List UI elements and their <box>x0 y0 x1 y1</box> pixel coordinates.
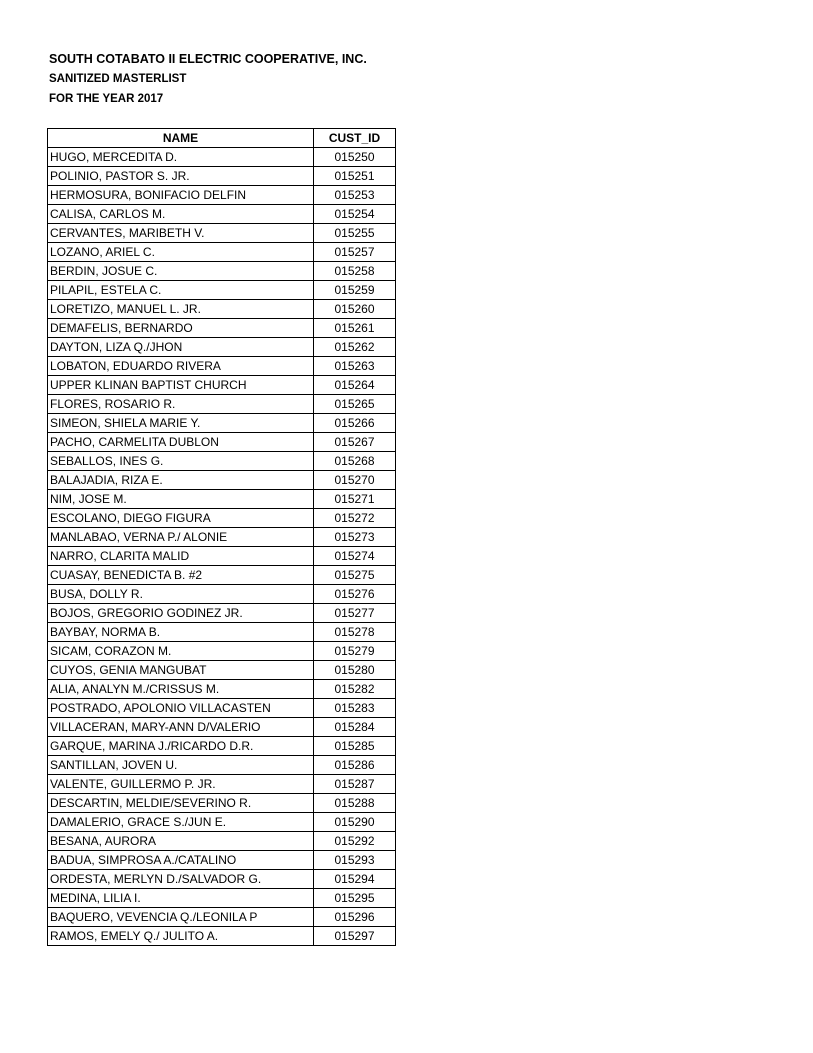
customer-id-cell: 015272 <box>314 509 396 528</box>
customer-name-cell: LOZANO, ARIEL C. <box>48 243 314 262</box>
customer-id-cell: 015285 <box>314 737 396 756</box>
customer-id-cell: 015282 <box>314 680 396 699</box>
customer-id-cell: 015284 <box>314 718 396 737</box>
customer-name-cell: CUYOS, GENIA MANGUBAT <box>48 661 314 680</box>
customer-id-cell: 015268 <box>314 452 396 471</box>
table-row <box>48 718 396 737</box>
table-row <box>48 376 396 395</box>
table-row <box>48 851 396 870</box>
table-row <box>48 243 396 262</box>
year-line: FOR THE YEAR 2017 <box>49 93 164 105</box>
customer-name-cell: NARRO, CLARITA MALID <box>48 547 314 566</box>
customer-name-cell: RAMOS, EMELY Q./ JULITO A. <box>48 927 314 946</box>
table-row <box>48 775 396 794</box>
customer-id-cell: 015279 <box>314 642 396 661</box>
customer-name-cell: ORDESTA, MERLYN D./SALVADOR G. <box>48 870 314 889</box>
table-row <box>48 167 396 186</box>
customer-id-cell: 015296 <box>314 908 396 927</box>
customer-name-cell: CALISA, CARLOS M. <box>48 205 314 224</box>
document-header <box>49 50 367 110</box>
table-row <box>48 452 396 471</box>
customer-id-cell: 015250 <box>314 148 396 167</box>
customer-id-cell: 015275 <box>314 566 396 585</box>
table-row <box>48 205 396 224</box>
document-subtitle: SANITIZED MASTERLIST <box>49 73 187 85</box>
customer-id-cell: 015260 <box>314 300 396 319</box>
customer-name-cell: MANLABAO, VERNA P./ ALONIE <box>48 528 314 547</box>
table-row <box>48 642 396 661</box>
table-row <box>48 281 396 300</box>
table-row <box>48 148 396 167</box>
table-row <box>48 414 396 433</box>
customer-name-cell: SANTILLAN, JOVEN U. <box>48 756 314 775</box>
customer-id-cell: 015263 <box>314 357 396 376</box>
table-row <box>48 509 396 528</box>
customer-name-cell: DAYTON, LIZA Q./JHON <box>48 338 314 357</box>
customer-id-cell: 015261 <box>314 319 396 338</box>
customer-name-cell: HUGO, MERCEDITA D. <box>48 148 314 167</box>
table-row <box>48 794 396 813</box>
customer-id-cell: 015254 <box>314 205 396 224</box>
customer-name-cell: POLINIO, PASTOR S. JR. <box>48 167 314 186</box>
customer-name-cell: DEMAFELIS, BERNARDO <box>48 319 314 338</box>
table-row <box>48 547 396 566</box>
customer-name-cell: DAMALERIO, GRACE S./JUN E. <box>48 813 314 832</box>
customer-name-cell: VALENTE, GUILLERMO P. JR. <box>48 775 314 794</box>
customer-name-cell: DESCARTIN, MELDIE/SEVERINO R. <box>48 794 314 813</box>
customer-id-cell: 015259 <box>314 281 396 300</box>
customer-name-cell: BERDIN, JOSUE C. <box>48 262 314 281</box>
customer-id-cell: 015262 <box>314 338 396 357</box>
customer-id-cell: 015292 <box>314 832 396 851</box>
customer-name-cell: LORETIZO, MANUEL L. JR. <box>48 300 314 319</box>
customer-id-cell: 015253 <box>314 186 396 205</box>
customer-id-cell: 015255 <box>314 224 396 243</box>
customer-id-cell: 015264 <box>314 376 396 395</box>
table-row <box>48 433 396 452</box>
customer-id-cell: 015280 <box>314 661 396 680</box>
customer-name-cell: POSTRADO, APOLONIO VILLACASTEN <box>48 699 314 718</box>
company-title: SOUTH COTABATO II ELECTRIC COOPERATIVE, INC. <box>49 52 367 66</box>
customer-id-cell: 015274 <box>314 547 396 566</box>
customer-name-cell: FLORES, ROSARIO R. <box>48 395 314 414</box>
table-row <box>48 490 396 509</box>
customer-name-cell: MEDINA, LILIA I. <box>48 889 314 908</box>
customer-name-cell: VILLACERAN, MARY-ANN D/VALERIO <box>48 718 314 737</box>
table-row <box>48 870 396 889</box>
customer-name-cell: PILAPIL, ESTELA C. <box>48 281 314 300</box>
customer-id-cell: 015266 <box>314 414 396 433</box>
customer-name-cell: ALIA, ANALYN M./CRISSUS M. <box>48 680 314 699</box>
table-row <box>48 604 396 623</box>
customer-name-cell: PACHO, CARMELITA DUBLON <box>48 433 314 452</box>
customer-name-cell: UPPER KLINAN BAPTIST CHURCH <box>48 376 314 395</box>
customer-id-cell: 015288 <box>314 794 396 813</box>
customer-id-cell: 015271 <box>314 490 396 509</box>
customer-name-cell: SIMEON, SHIELA MARIE Y. <box>48 414 314 433</box>
customer-id-cell: 015295 <box>314 889 396 908</box>
table-row <box>48 224 396 243</box>
table-row <box>48 186 396 205</box>
table-row <box>48 813 396 832</box>
table-row <box>48 471 396 490</box>
table-row <box>48 585 396 604</box>
customer-name-cell: BALAJADIA, RIZA E. <box>48 471 314 490</box>
customer-name-cell: BESANA, AURORA <box>48 832 314 851</box>
customer-id-cell: 015283 <box>314 699 396 718</box>
customer-id-cell: 015265 <box>314 395 396 414</box>
customer-name-cell: BAQUERO, VEVENCIA Q./LEONILA P <box>48 908 314 927</box>
table-row <box>48 528 396 547</box>
customer-id-cell: 015270 <box>314 471 396 490</box>
customer-name-cell: CUASAY, BENEDICTA B. #2 <box>48 566 314 585</box>
customer-id-cell: 015294 <box>314 870 396 889</box>
customer-id-cell: 015276 <box>314 585 396 604</box>
table-row <box>48 623 396 642</box>
customer-id-cell: 015277 <box>314 604 396 623</box>
customer-id-cell: 015287 <box>314 775 396 794</box>
table-row <box>48 889 396 908</box>
table-row <box>48 566 396 585</box>
customer-id-cell: 015273 <box>314 528 396 547</box>
customer-name-cell: LOBATON, EDUARDO RIVERA <box>48 357 314 376</box>
customer-name-cell: SICAM, CORAZON M. <box>48 642 314 661</box>
customer-id-cell: 015293 <box>314 851 396 870</box>
customer-id-cell: 015297 <box>314 927 396 946</box>
table-row <box>48 680 396 699</box>
table-row <box>48 357 396 376</box>
customer-id-cell: 015258 <box>314 262 396 281</box>
customer-name-cell: HERMOSURA, BONIFACIO DELFIN <box>48 186 314 205</box>
table-row <box>48 927 396 946</box>
customer-id-cell: 015290 <box>314 813 396 832</box>
customer-id-cell: 015251 <box>314 167 396 186</box>
customer-id-cell: 015257 <box>314 243 396 262</box>
customer-name-cell: SEBALLOS, INES G. <box>48 452 314 471</box>
table-row <box>48 319 396 338</box>
table-body <box>48 148 396 946</box>
table-row <box>48 395 396 414</box>
column-header-cust-id: CUST_ID <box>314 129 396 148</box>
table-row <box>48 262 396 281</box>
customer-name-cell: ESCOLANO, DIEGO FIGURA <box>48 509 314 528</box>
customer-id-cell: 015286 <box>314 756 396 775</box>
customer-id-cell: 015267 <box>314 433 396 452</box>
table-header-row <box>48 129 396 148</box>
table-row <box>48 338 396 357</box>
table-row <box>48 756 396 775</box>
table-row <box>48 832 396 851</box>
customer-name-cell: BADUA, SIMPROSA A./CATALINO <box>48 851 314 870</box>
table-row <box>48 908 396 927</box>
masterlist-table <box>47 128 396 946</box>
column-header-name: NAME <box>48 129 314 148</box>
customer-name-cell: BAYBAY, NORMA B. <box>48 623 314 642</box>
customer-name-cell: BOJOS, GREGORIO GODINEZ JR. <box>48 604 314 623</box>
customer-name-cell: NIM, JOSE M. <box>48 490 314 509</box>
table-row <box>48 699 396 718</box>
customer-name-cell: CERVANTES, MARIBETH V. <box>48 224 314 243</box>
table-row <box>48 737 396 756</box>
customer-name-cell: BUSA, DOLLY R. <box>48 585 314 604</box>
customer-name-cell: GARQUE, MARINA J./RICARDO D.R. <box>48 737 314 756</box>
table-row <box>48 661 396 680</box>
customer-id-cell: 015278 <box>314 623 396 642</box>
table-row <box>48 300 396 319</box>
